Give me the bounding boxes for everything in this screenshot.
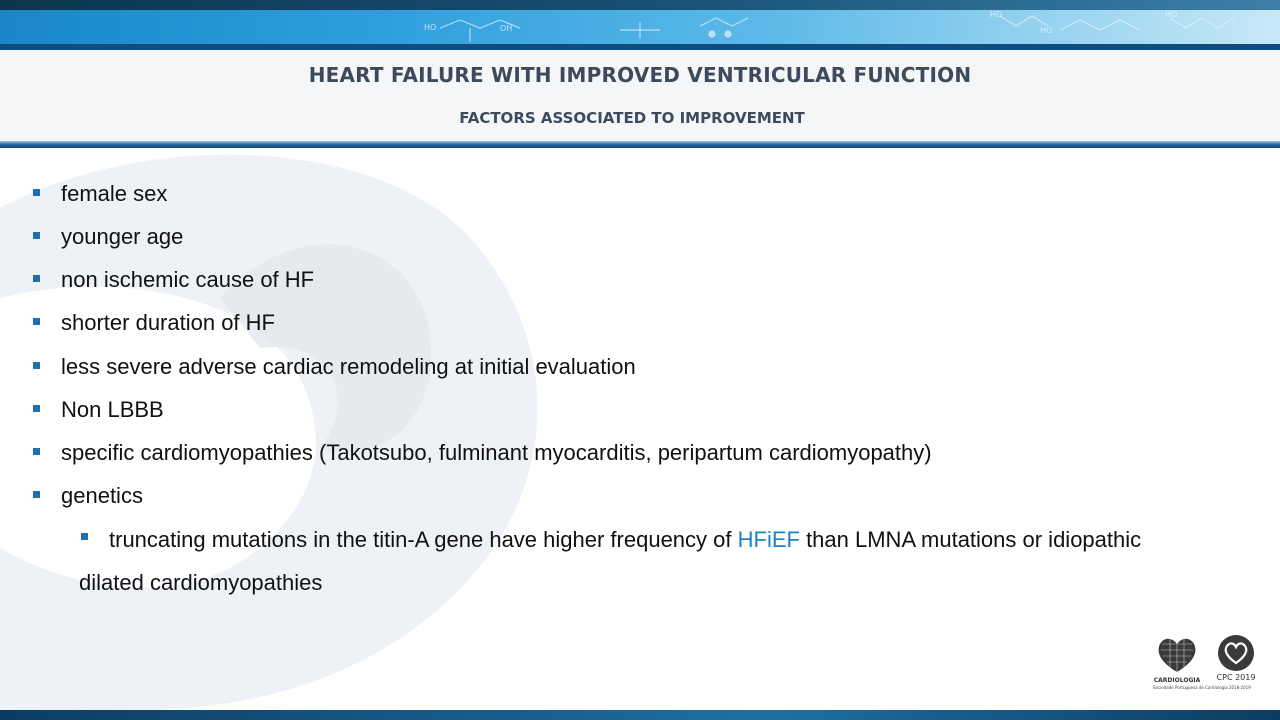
heart-grid-icon (1152, 632, 1202, 676)
bullet-marker (33, 318, 40, 325)
bullet-text: less severe adverse cardiac remodeling at initial evaluation (61, 354, 636, 379)
hfief-highlight: HFiEF (737, 527, 800, 552)
header-divider (0, 141, 1280, 148)
molecule-pattern (0, 0, 1280, 50)
bullet-marker (33, 189, 40, 196)
copyright-text: Sociedade Portuguesa de Cardiologia 2018-2019 (1153, 685, 1251, 690)
cpc-heart-icon (1214, 634, 1258, 672)
bullet-marker (33, 362, 40, 369)
bullet-text: female sex (61, 181, 168, 206)
spc-logo-name: CARDIOLOGIA (1153, 677, 1201, 684)
bullet-marker (33, 491, 40, 498)
slide-subtitle: FACTORS ASSOCIATED TO IMPROVEMENT (459, 109, 805, 127)
svg-text:HO: HO (424, 23, 437, 32)
cpc-year-label: CPC 2019 (1216, 673, 1256, 682)
bullet-marker (33, 232, 40, 239)
sub-bullet-continuation: dilated cardiomyopathies (79, 570, 323, 595)
svg-text:OH: OH (500, 24, 513, 33)
bullet-marker (33, 448, 40, 455)
sub-bullet-text-before: truncating mutations in the titin-A gene have higher frequency of (109, 527, 738, 552)
bullet-marker (33, 275, 40, 282)
svg-text:HO: HO (990, 10, 1003, 19)
bullet-text: younger age (61, 224, 184, 249)
sub-bullet-text-after: than LMNA mutations or idiopathic (799, 527, 1142, 552)
svg-text:HO: HO (1165, 10, 1178, 19)
svg-text:HO: HO (1040, 26, 1053, 35)
sub-bullet-text (109, 518, 1141, 561)
cpc-logo (1214, 634, 1258, 686)
slide-content (0, 148, 1280, 708)
spc-logo (1152, 632, 1202, 692)
bullet-text: shorter duration of HF (61, 310, 275, 335)
slide-title: HEART FAILURE WITH IMPROVED VENTRICULAR FUNCTION (308, 63, 972, 87)
top-banner (0, 0, 1280, 50)
bullet-text: Non LBBB (61, 397, 164, 422)
bullet-text: specific cardiomyopathies (Takotsubo, fulminant myocarditis, peripartum cardiomyopathy) (61, 440, 932, 465)
bullet-text: non ischemic cause of HF (61, 267, 315, 292)
bullet-marker (33, 405, 40, 412)
bottom-bar (0, 710, 1280, 720)
bullet-text: genetics (61, 483, 143, 508)
sub-bullet-marker (81, 533, 88, 540)
